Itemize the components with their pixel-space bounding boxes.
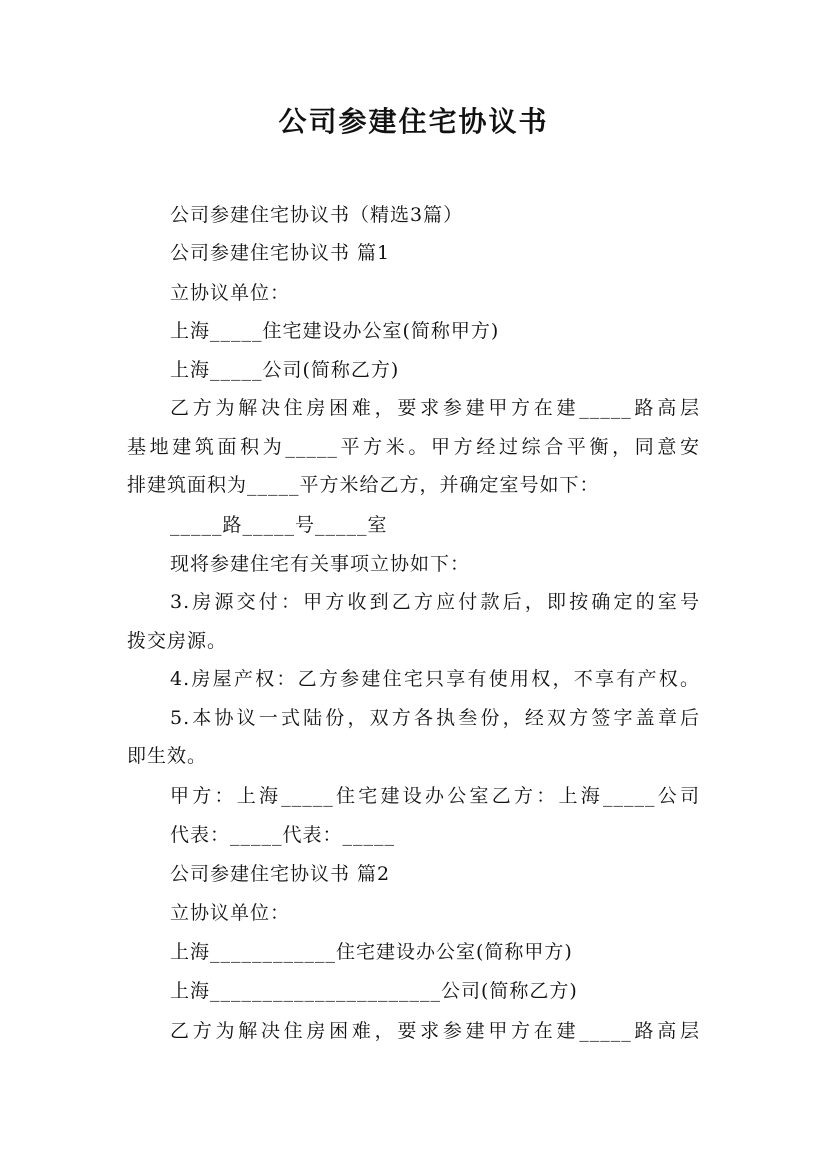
signature-line: 代表：_____代表：_____	[170, 824, 396, 846]
paragraph-line: 上海______________________公司(简称乙方)	[170, 980, 578, 1002]
paragraph-line: 5.本协议一式陆份，双方各执叁份，经双方签字盖章后	[170, 707, 700, 729]
paragraph-line: 即生效。	[127, 745, 208, 767]
paragraph-line: 基地建筑面积为_____平方米。甲方经过综合平衡，同意安	[127, 436, 700, 458]
paragraph-line: 乙方为解决住房困难，要求参建甲方在建_____路高层	[170, 397, 700, 419]
paragraph-line: 上海____________住宅建设办公室(简称甲方)	[170, 941, 573, 963]
section-heading-2: 公司参建住宅协议书 篇2	[170, 863, 391, 885]
section-heading-1: 公司参建住宅协议书 篇1	[170, 242, 391, 264]
paragraph-line: 上海_____住宅建设办公室(简称甲方)	[170, 320, 500, 342]
paragraph-line: 3.房源交付：甲方收到乙方应付款后，即按确定的室号	[170, 591, 700, 613]
document-title: 公司参建住宅协议书	[278, 105, 549, 138]
paragraph-line: 排建筑面积为_____平方米给乙方，并确定室号如下：	[127, 474, 600, 496]
paragraph-line: _____路_____号_____室	[170, 514, 388, 536]
paragraph-line: 立协议单位：	[170, 282, 291, 304]
paragraph-line: 4.房屋产权：乙方参建住宅只享有使用权，不享有产权。	[170, 668, 700, 690]
paragraph-line: 现将参建住宅有关事项立协如下：	[170, 553, 471, 575]
paragraph-line: 上海_____公司(简称乙方)	[170, 359, 400, 381]
paragraph-line: 拨交房源。	[127, 630, 228, 652]
paragraph-line: 乙方为解决住房困难，要求参建甲方在建_____路高层	[170, 1020, 700, 1042]
subtitle-line: 公司参建住宅协议书（精选3篇）	[170, 204, 464, 226]
paragraph-line: 立协议单位：	[170, 902, 291, 924]
signature-line: 甲方：上海_____住宅建设办公室乙方：上海_____公司	[170, 785, 700, 807]
